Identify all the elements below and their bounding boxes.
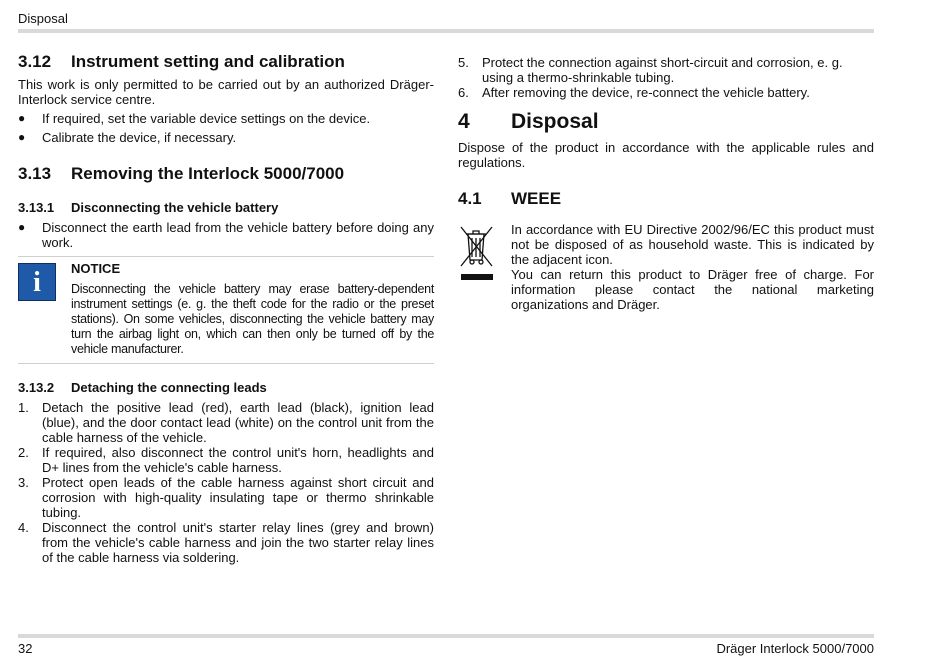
step-number: 6. [458,85,469,100]
bullet-icon: ● [18,220,26,234]
list-item [18,520,434,565]
step-text: If required, also disconnect the control unit's horn, headlights and D+ lines from the vehicle's cable harness. [42,445,434,475]
list-item [458,85,874,100]
step-text: Protect the connection against short-circuit and corrosion, e. g. using a thermo-shrinkable tubing. [482,55,843,85]
section-title: Detaching the connecting leads [71,380,267,395]
section-number: 4 [458,110,470,133]
section-heading-3-12 [18,52,434,72]
step-number: 4. [18,520,29,535]
section-heading-4-1 [458,189,874,209]
step-text: Detach the positive lead (red), earth lead (black), ignition lead (blue), and the door contact lead (white) on the control unit from the cable harness of the vehicle. [42,400,434,445]
step-text: Protect open leads of the cable harness against short circuit and corrosion with high-quality insulating tape or thermo shrinkable tubing. [42,475,434,520]
list-item [458,55,874,85]
section-number: 3.13.2 [18,380,55,395]
bullet-icon: ● [18,130,26,144]
bullet-item [18,220,434,250]
notice-box [18,256,434,364]
info-icon: i [18,263,56,301]
section-heading-3-13-1 [18,200,434,215]
section-text: Dispose of the product in accordance with the applicable rules and regulations. [458,140,874,170]
bullet-text: If required, set the variable device settings on the device. [42,111,371,126]
step-text: After removing the device, re-connect the vehicle battery. [482,85,810,100]
section-number: 4.1 [458,189,482,208]
weee-text [511,222,874,312]
bullet-icon: ● [18,111,26,125]
step-text: Disconnect the control unit's starter relay lines (grey and brown) from the vehicle's cable harness and join the two starter relay lines of the cable harness via soldering. [42,520,434,565]
section-heading-4 [458,110,874,134]
section-number: 3.12 [18,52,52,71]
bullet-text: Disconnect the earth lead from the vehicle battery before doing any work. [42,220,434,250]
bullet-item [18,130,434,145]
weee-block [458,222,874,312]
crossed-out-bin-icon [458,224,496,284]
footer-product-name: Dräger Interlock 5000/7000 [716,641,874,656]
section-title: Instrument setting and calibration [71,52,345,71]
notice-content [71,259,434,357]
header-rule [18,29,874,33]
section-title: Disposal [511,110,599,133]
section-number: 3.13 [18,164,52,183]
section-number: 3.13.1 [18,200,55,215]
section-heading-3-13-2 [18,380,434,395]
section-title: WEEE [511,189,562,208]
left-column [18,52,434,565]
step-number: 5. [458,55,469,70]
step-number: 1. [18,400,29,415]
right-column [458,55,874,312]
footer-rule [18,634,874,638]
section-title: Disconnecting the vehicle battery [71,200,279,215]
weee-paragraph-2: You can return this product to Dräger free of charge. For information please contact the national marketing organizations and Dräger. [511,267,874,312]
bullet-text: Calibrate the device, if necessary. [42,130,237,145]
notice-text: Disconnecting the vehicle battery may erase battery-dependent instrument settings (e. g. the theft code for the radio or the preset stations). On some vehicles, disconnecting the vehicle battery may turn the airbag light on, which can then only be turned off by the vehicle manufacturer. [71,282,434,356]
weee-icon-column [458,222,511,312]
weee-paragraph-1: In accordance with EU Directive 2002/96/EC this product must not be disposed of as household waste. This is indicated by the adjacent icon. [511,222,874,267]
section-intro: This work is only permitted to be carried out by an authorized Dräger-Interlock service centre. [18,77,434,107]
section-heading-3-13 [18,164,434,184]
list-item [18,400,434,445]
notice-title: NOTICE [71,261,121,276]
bullet-item [18,111,434,126]
step-number: 3. [18,475,29,490]
list-item [18,475,434,520]
header-title: Disposal [18,11,68,26]
page-number: 32 [18,641,33,656]
step-number: 2. [18,445,29,460]
list-item [18,445,434,475]
section-title: Removing the Interlock 5000/7000 [71,164,345,183]
notice-icon-column [18,259,71,357]
